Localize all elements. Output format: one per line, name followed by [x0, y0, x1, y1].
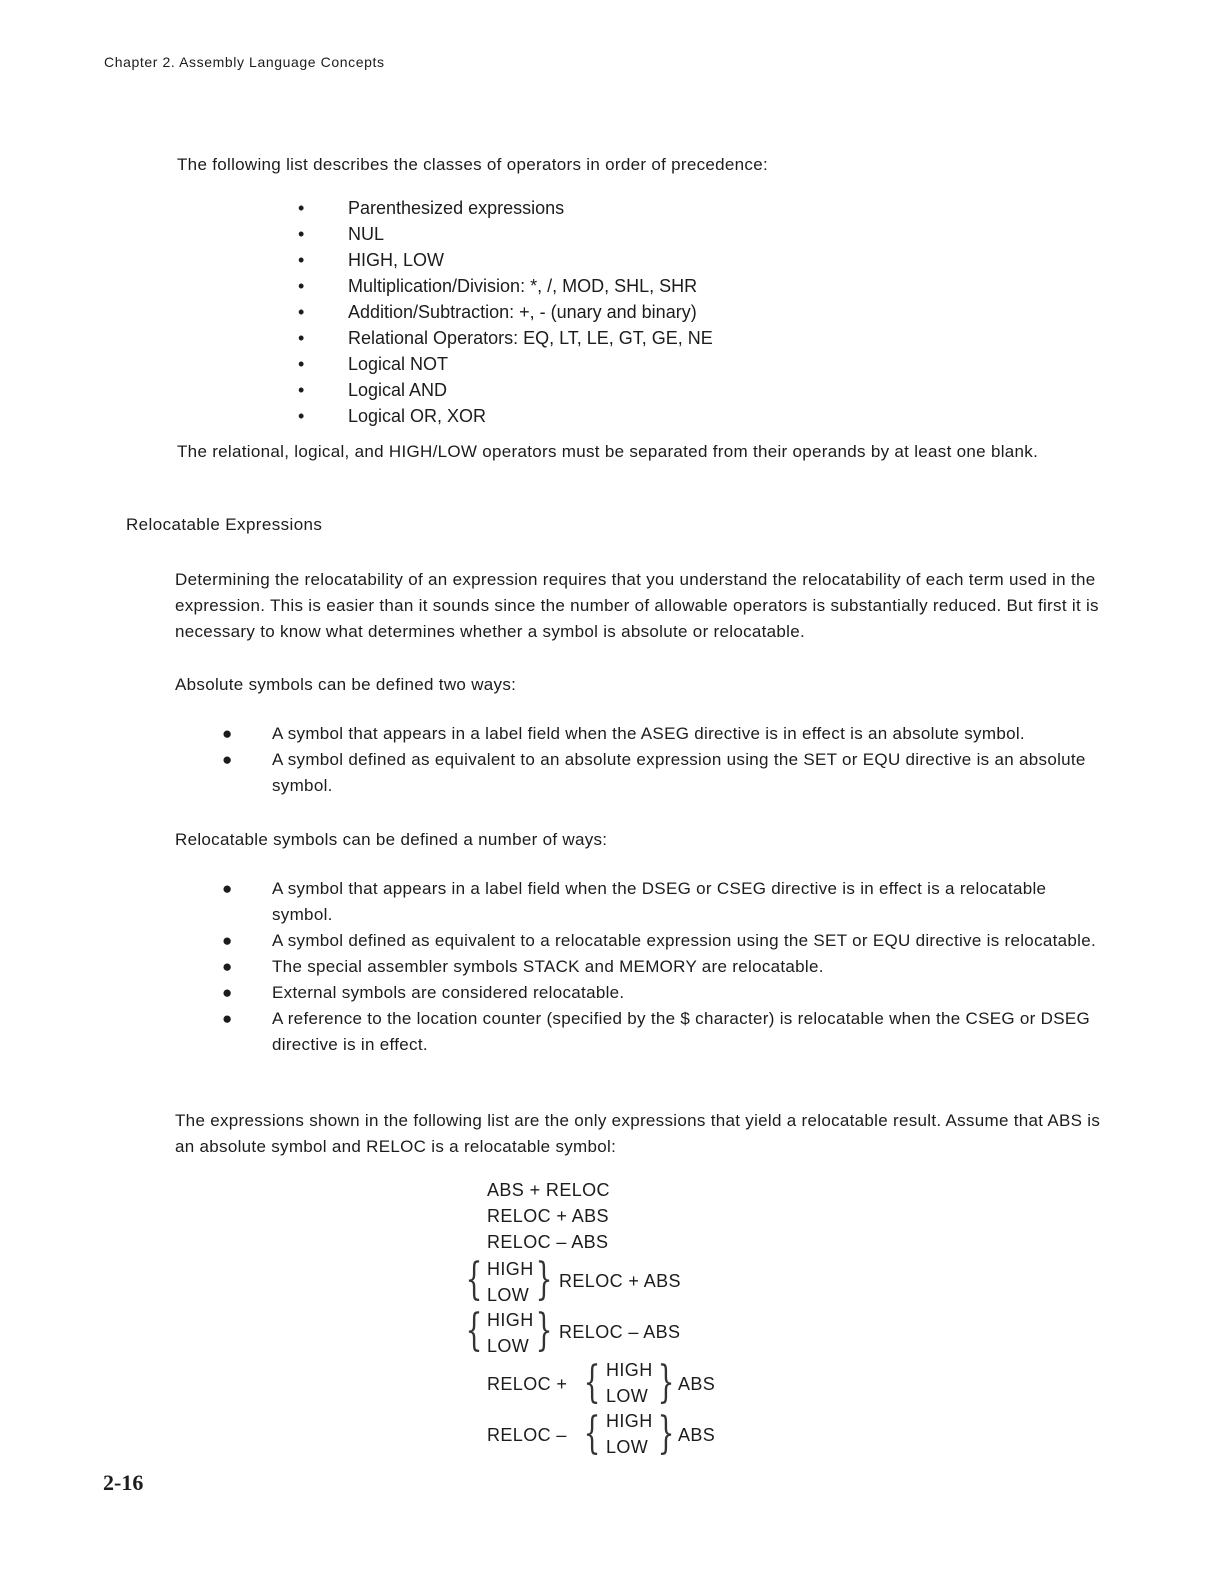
- expression-reloc-plus-abs: RELOC + ABS: [487, 1206, 609, 1226]
- expression-high: HIGH: [606, 1411, 653, 1431]
- list-item: ● The special assembler symbols STACK and MEMORY are relocatable.: [222, 954, 1102, 980]
- relocatability-intro: Determining the relocatability of an expression requires that you understand the relocatability of each term used in the expression. This is easier than it sounds since the number of allowable operators is substantially reduced. But first it is necessary to know what determines whether a symbol is absolute or relocatable.: [175, 570, 1099, 641]
- list-item: • Relational Operators: EQ, LT, LE, GT, GE, NE: [298, 325, 713, 351]
- expression-low: LOW: [606, 1437, 649, 1457]
- list-item: • Logical OR, XOR: [298, 403, 713, 429]
- list-item: ● A symbol that appears in a label field when the ASEG directive is in effect is an absolute symbol.: [222, 721, 1102, 747]
- absolute-intro: Absolute symbols can be defined two ways:: [175, 675, 517, 694]
- relocatable-list: [222, 876, 1102, 1058]
- bullet-icon: •: [298, 302, 305, 322]
- bullet-icon: •: [298, 328, 305, 348]
- expression-high: HIGH: [606, 1360, 653, 1380]
- relocatable-intro: Relocatable symbols can be defined a number of ways:: [175, 830, 608, 849]
- section-heading: Relocatable Expressions: [126, 515, 323, 534]
- expression-reloc-minus-abs: RELOC – ABS: [487, 1232, 609, 1252]
- expression-high: HIGH: [487, 1259, 534, 1279]
- expression-abs: ABS: [678, 1425, 716, 1445]
- bullet-icon: ●: [222, 879, 233, 898]
- bullet-icon: •: [298, 250, 305, 270]
- precedence-list: [298, 195, 713, 429]
- bullet-icon: ●: [222, 1009, 233, 1028]
- bullet-icon: •: [298, 354, 305, 374]
- list-item: • Addition/Subtraction: +, - (unary and binary): [298, 299, 713, 325]
- expression-tail: RELOC – ABS: [559, 1322, 681, 1342]
- expression-low: LOW: [606, 1386, 649, 1406]
- right-brace-icon: }: [657, 1357, 675, 1408]
- expression-tail: RELOC + ABS: [559, 1271, 681, 1291]
- running-head: Chapter 2. Assembly Language Concepts: [104, 54, 385, 70]
- expression-abs-plus-reloc: ABS + RELOC: [487, 1180, 610, 1200]
- list-item: ● A symbol defined as equivalent to an absolute expression using the SET or EQU directive is an absolute symbol.: [222, 747, 1102, 799]
- operator-note: The relational, logical, and HIGH/LOW operators must be separated from their operands by at least one blank.: [177, 442, 1039, 461]
- bullet-icon: •: [298, 380, 305, 400]
- left-brace-icon: {: [465, 1254, 483, 1305]
- list-item: • Parenthesized expressions: [298, 195, 713, 221]
- expression-low: LOW: [487, 1285, 530, 1305]
- bullet-icon: •: [298, 224, 305, 244]
- page-number: 2-16: [103, 1470, 144, 1495]
- expression-head: RELOC –: [487, 1425, 567, 1445]
- expression-abs: ABS: [678, 1374, 716, 1394]
- list-item: • HIGH, LOW: [298, 247, 713, 273]
- absolute-list: [222, 721, 1102, 799]
- bullet-icon: ●: [222, 724, 233, 743]
- bullet-icon: ●: [222, 983, 233, 1002]
- bullet-icon: ●: [222, 931, 233, 950]
- bullet-icon: •: [298, 276, 305, 296]
- left-brace-icon: {: [583, 1408, 601, 1459]
- expression-high: HIGH: [487, 1310, 534, 1330]
- list-item: ● A symbol defined as equivalent to a relocatable expression using the SET or EQU directive is relocatable.: [222, 928, 1102, 954]
- right-brace-icon: }: [535, 1305, 553, 1356]
- precedence-intro: The following list describes the classes of operators in order of precedence:: [177, 155, 769, 174]
- left-brace-icon: {: [583, 1357, 601, 1408]
- expressions-intro: The expressions shown in the following list are the only expressions that yield a relocatable result. Assume that ABS is an absolute symbol and RELOC is a relocatable symbol:: [175, 1111, 1101, 1156]
- list-item: • Multiplication/Division: *, /, MOD, SHL, SHR: [298, 273, 713, 299]
- list-item: • NUL: [298, 221, 713, 247]
- list-item: ● A symbol that appears in a label field when the DSEG or CSEG directive is in effect is a relocatable symbol.: [222, 876, 1102, 928]
- bullet-icon: ●: [222, 957, 233, 976]
- left-brace-icon: {: [465, 1305, 483, 1356]
- right-brace-icon: }: [657, 1408, 675, 1459]
- list-item: • Logical AND: [298, 377, 713, 403]
- bullet-icon: ●: [222, 750, 233, 769]
- list-item: ● External symbols are considered relocatable.: [222, 980, 1102, 1006]
- expression-head: RELOC +: [487, 1374, 568, 1394]
- list-item: • Logical NOT: [298, 351, 713, 377]
- expression-low: LOW: [487, 1336, 530, 1356]
- bullet-icon: •: [298, 198, 305, 218]
- list-item: ● A reference to the location counter (specified by the $ character) is relocatable when the CSEG or DSEG directive is in effect.: [222, 1006, 1102, 1058]
- right-brace-icon: }: [535, 1254, 553, 1305]
- bullet-icon: •: [298, 406, 305, 426]
